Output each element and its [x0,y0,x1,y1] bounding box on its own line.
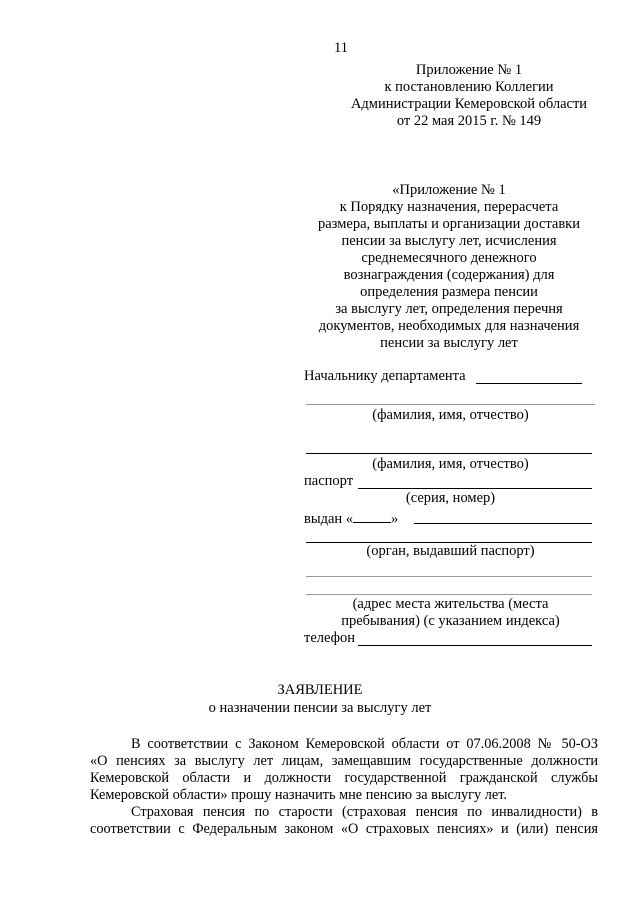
fio-caption: (фамилия, имя, отчество) [372,407,529,423]
appendix-line: пенсии за выслугу лет [380,335,518,351]
appendix-line: документов, необходимых для назначения [318,318,580,334]
body-line: В соответствии с Законом Кемеровской области от 07.06.2008 № 50-ОЗ [131,736,598,752]
appendix-line: определения размера пенсии [360,284,538,300]
applicant-name-field-2[interactable] [306,453,592,454]
body-line: Страховая пенсия по старости (страховая пенсия по инвалидности) в [131,804,598,820]
address-caption: (адрес места жительства (места [352,596,549,612]
appendix-line: среднемесячного денежного [361,250,537,266]
issued-date-field[interactable] [414,523,592,524]
phone-label: телефон [304,630,356,646]
passport-label: паспорт [304,473,354,489]
issued-open: выдан « [304,511,354,527]
statement-title: ЗАЯВЛЕНИЕ [277,682,363,698]
issued-close: » [391,511,399,527]
phone-field[interactable] [358,645,592,646]
issued-day-field[interactable] [353,508,391,523]
addressee-label: Начальнику департамента [304,368,466,384]
passport-caption: (серия, номер) [405,490,496,506]
statement-subtitle: о назначении пенсии за выслугу лет [208,700,432,716]
applicant-name-field[interactable] [306,404,595,405]
address-field-1[interactable] [306,576,592,577]
page-number: 11 [334,40,348,56]
appendix-line: размера, выплаты и организации доставки [318,216,580,232]
body-line: «О пенсиях за выслугу лет лицам, замещавшим государственные должности [90,753,598,769]
approval-line: от 22 мая 2015 г. № 149 [396,113,542,129]
department-field[interactable] [476,383,582,384]
appendix-line: пенсии за выслугу лет, исчисления [341,233,557,249]
address-field-2[interactable] [306,594,592,595]
appendix-line: за выслугу лет, определения перечня [335,301,563,317]
body-line: Кемеровской области» прошу назначить мне пенсию за выслугу лет. [90,787,507,803]
address-caption: пребывания) (с указанием индекса) [341,613,560,629]
passport-field[interactable] [358,488,592,489]
body-line: Кемеровской области и должности государственной гражданской службы [90,770,598,786]
approval-line: к постановлению Коллегии [384,79,554,95]
appendix-line: «Приложение № 1 [392,182,506,198]
appendix-line: к Порядку назначения, перерасчета [339,199,559,215]
approval-line: Администрации Кемеровской области [350,96,588,112]
appendix-line: вознаграждения (содержания) для [343,267,555,283]
fio-caption: (фамилия, имя, отчество) [372,456,529,472]
body-line: соответствии с Федеральным законом «О страховых пенсиях» и (или) пенсия [90,821,598,837]
issuer-caption: (орган, выдавший паспорт) [366,543,535,559]
approval-line: Приложение № 1 [415,62,523,78]
issued-label [304,508,398,528]
